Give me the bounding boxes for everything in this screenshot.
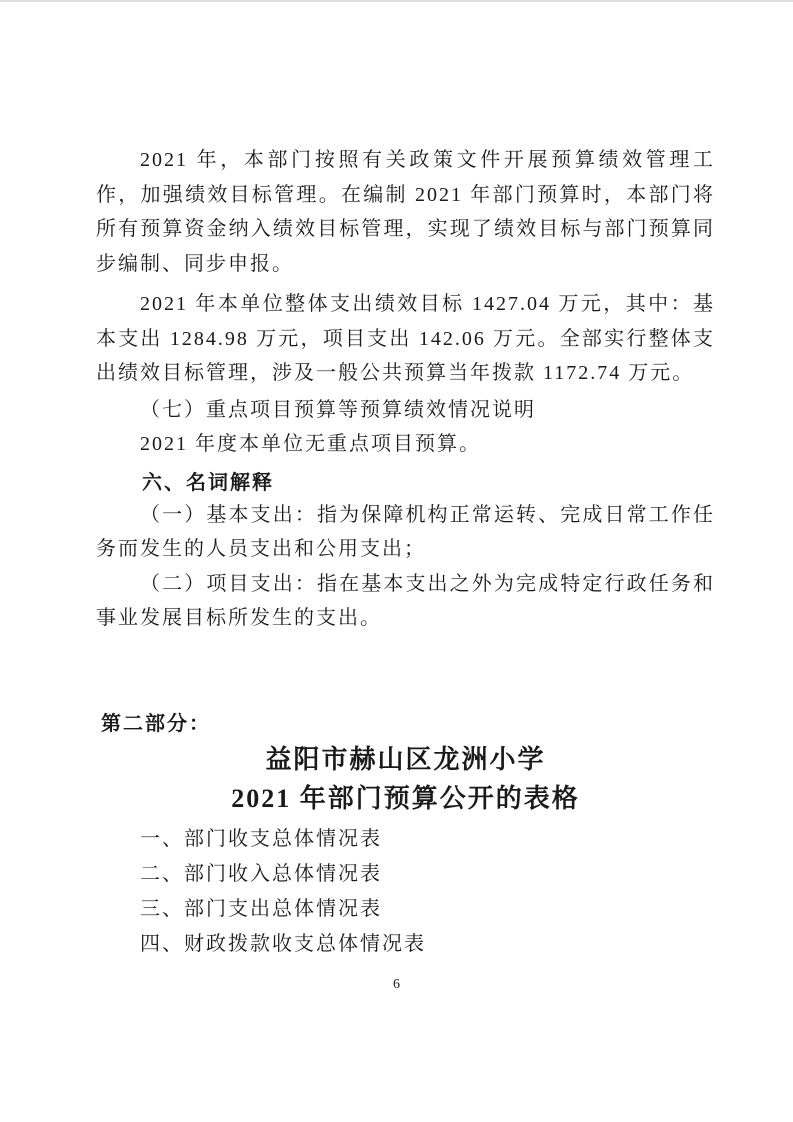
page-top-edge-line [0,0,793,2]
budget-table-list [96,822,715,962]
term-basic-expenditure: （一）基本支出：指为保障机构正常运转、完成日常工作任务而发生的人员支出和公用支出； [96,503,715,560]
line-item-seven-heading: （七）重点项目预算等预算绩效情况说明 [140,398,536,421]
heading-terms-explanation: 六、名词解释 [142,471,274,494]
table-list-item-income-overview: 二、部门收入总体情况表 [140,862,382,885]
part2-section-label: 第二部分： [101,712,211,735]
line-no-key-projects: 2021 年度本单位无重点项目预算。 [140,433,481,455]
paragraph-performance-management: 2021 年，本部门按照有关政策文件开展预算绩效管理工作，加强绩效目标管理。在编制 2021 年部门预算时，本部门将所有预算资金纳入绩效目标管理，实现了绩效目标与部门预算同步编制、同步申报。 [96,149,715,275]
table-list-item-income-expenditure-overview: 一、部门收支总体情况表 [140,827,382,850]
table-list-item-fiscal-appropriation-overview: 四、财政拨款收支总体情况表 [140,932,426,955]
page-number: 6 [393,977,400,992]
term-project-expenditure: （二）项目支出：指在基本支出之外为完成特定行政任务和事业发展目标所发生的支出。 [96,572,715,629]
part2-title-school-name: 益阳市赫山区龙洲小学 [265,744,546,774]
paragraph-overall-expenditure-targets: 2021 年本单位整体支出绩效目标 1427.04 万元，其中：基本支出 1284.98 万元，项目支出 142.06 万元。全部实行整体支出绩效目标管理，涉及一般公共预算当年拨款 1172.74 万元。 [96,293,715,384]
table-list-item-expenditure-overview: 三、部门支出总体情况表 [140,897,382,920]
part2-title-budget-tables: 2021 年部门预算公开的表格 [231,783,580,813]
